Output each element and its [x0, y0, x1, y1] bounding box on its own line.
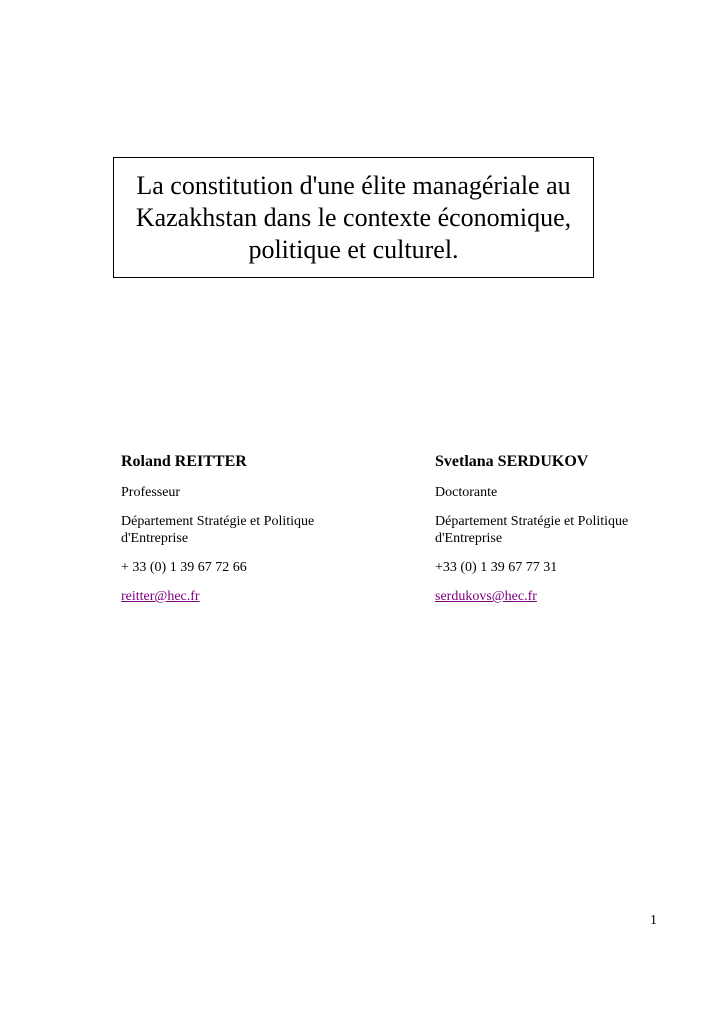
author-phone: +33 (0) 1 39 67 77 31: [435, 560, 558, 575]
author-block-serdukov: [435, 452, 685, 605]
author-name: Roland REITTER: [121, 453, 247, 470]
department-line-2: d'Entreprise: [435, 531, 503, 546]
author-email-link[interactable]: serdukovs@hec.fr: [435, 589, 537, 604]
author-department: [121, 513, 371, 547]
title-box: [113, 157, 594, 278]
author-role: Professeur: [121, 485, 181, 500]
author-phone: + 33 (0) 1 39 67 72 66: [121, 560, 247, 575]
page-number: 1: [650, 913, 657, 928]
department-line-1: Département Stratégie et Politique: [435, 514, 629, 529]
title-line-1: La constitution d'une élite managériale au: [136, 170, 571, 200]
title-line-2: Kazakhstan dans le contexte économique,: [135, 202, 572, 232]
author-email-link[interactable]: reitter@hec.fr: [121, 589, 200, 604]
title-line-3: politique et culturel.: [248, 234, 459, 264]
author-role: Doctorante: [435, 485, 498, 500]
document-title: [119, 170, 589, 266]
department-line-2: d'Entreprise: [121, 531, 189, 546]
department-line-1: Département Stratégie et Politique: [121, 514, 315, 529]
author-department: [435, 513, 685, 547]
author-name: Svetlana SERDUKOV: [435, 453, 589, 470]
author-block-reitter: [121, 452, 371, 605]
